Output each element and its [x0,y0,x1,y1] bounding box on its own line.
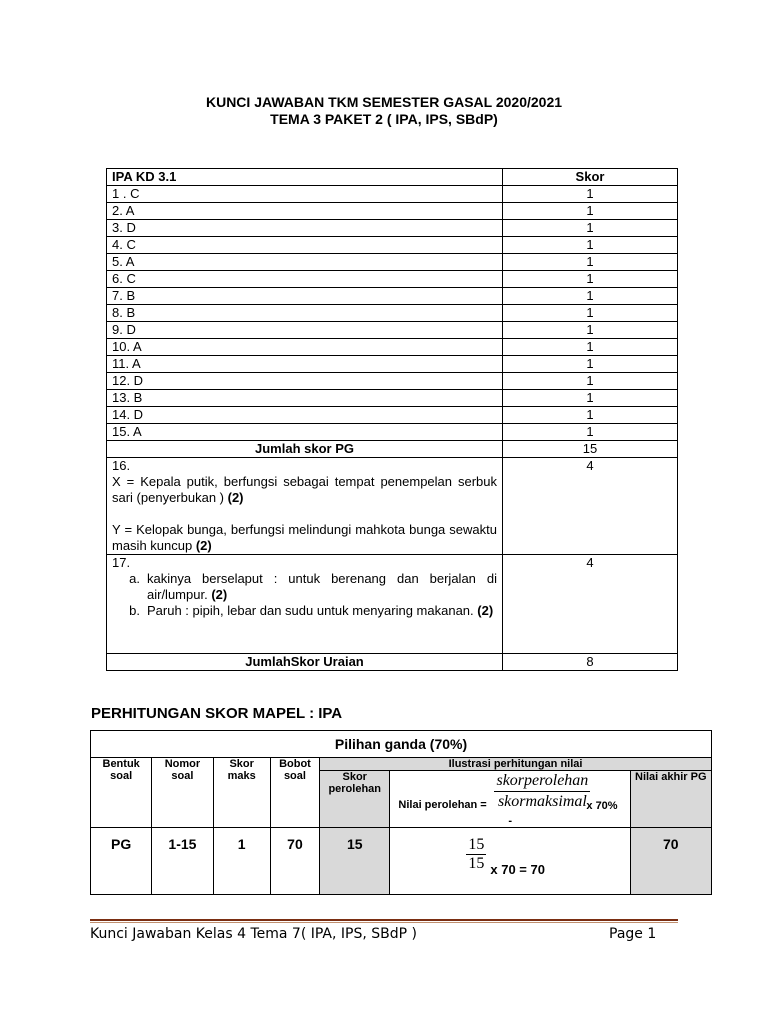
formula-dot: - [508,815,513,827]
answer-cell: 8. B [107,305,503,322]
answer-row [107,220,678,237]
score-cell: 1 [503,322,678,339]
score-cell: 1 [503,288,678,305]
answer-row [107,339,678,356]
page-number: Page 1 [609,926,657,942]
answer-row [107,322,678,339]
answer-row [107,424,678,441]
row-bentuk: PG [91,828,152,895]
pg-total-value: 15 [503,441,678,458]
score-cell: 1 [503,254,678,271]
answer-cell: 9. D [107,322,503,339]
row-skor-maks: 1 [213,828,270,895]
col-bentuk-soal: Bentuk soal [91,758,152,828]
score-cell: 1 [503,203,678,220]
row-skor-perolehan: 15 [320,828,390,895]
essay-17-a-text: kakinya berselaput : untuk berenang dan berjalan di air/lumpur. [147,571,497,602]
row-fraction [466,836,486,873]
section-title: PERHITUNGAN SKOR MAPEL : IPA [91,705,343,722]
essay-16-y [112,522,497,554]
essay-16-x-points: (2) [227,490,244,505]
row-bobot: 70 [270,828,319,895]
answer-row [107,305,678,322]
answer-row [107,390,678,407]
row-frac-den: 15 [468,855,485,872]
essay-16-x-text: X = Kepala putik, berfungsi sebagai tempat penempelan serbuk sari (penyerbukan ) [112,474,497,505]
row-nilai-akhir: 70 [630,828,711,895]
footer-text: Kunci Jawaban Kelas 4 Tema 7( IPA, IPS, SBdP ) [90,926,417,942]
essay-total-row [107,654,678,671]
answer-cell: 6. C [107,271,503,288]
answer-row [107,186,678,203]
answer-cell: 2. A [107,203,503,220]
score-cell: 1 [503,373,678,390]
score-header: Skor [503,169,678,186]
formula-label: Nilai perolehan = [398,799,487,811]
answer-cell: 12. D [107,373,503,390]
answer-cell: 11. A [107,356,503,373]
score-cell: 1 [503,390,678,407]
answer-cell: 10. A [107,339,503,356]
footer-rule [90,919,678,921]
formula-numerator: skorperolehan [494,771,590,792]
essay-16-x [112,474,497,506]
answer-row [107,237,678,254]
row-calc-suffix: x 70 = 70 [490,862,545,877]
essay-17-score: 4 [503,555,678,654]
answer-cell: 1 . C [107,186,503,203]
answer-cell: 15. A [107,424,503,441]
calc-data-row [91,828,712,895]
pg-total-label: Jumlah skor PG [107,441,503,458]
document-subtitle: TEMA 3 PAKET 2 ( IPA, IPS, SBdP) [270,111,498,127]
formula-suffix: x 70% [586,800,618,812]
essay-row-16 [107,458,678,555]
score-cell: 1 [503,356,678,373]
col-bobot-soal: Bobot soal [270,758,319,828]
subject-header: IPA KD 3.1 [107,169,503,186]
essay-17-a [112,571,497,603]
essay-row-17 [107,555,678,654]
answer-key-table [106,168,678,671]
score-cell: 1 [503,186,678,203]
answer-row [107,271,678,288]
score-cell: 1 [503,305,678,322]
formula-fraction [494,771,590,812]
score-cell: 1 [503,424,678,441]
answer-cell: 14. D [107,407,503,424]
formula-denominator: skormaksimal [497,793,587,810]
essay-17-a-points: (2) [211,587,228,602]
answer-cell: 5. A [107,254,503,271]
score-cell: 1 [503,237,678,254]
row-calc-cell [390,828,630,895]
document-title: KUNCI JAWABAN TKM SEMESTER GASAL 2020/2021 [205,94,563,110]
answer-cell: 4. C [107,237,503,254]
essay-17-cell [107,555,503,654]
essay-16-cell [107,458,503,555]
essay-17-b [112,603,497,619]
col-nilai-akhir: Nilai akhir PG [630,771,711,828]
essay-17-number: 17. [112,555,131,570]
answer-cell: 13. B [107,390,503,407]
score-cell: 1 [503,271,678,288]
col-nomor-soal: Nomor soal [152,758,213,828]
essay-17-b-letter: b. [129,603,140,618]
col-skor-perolehan: Skor perolehan [320,771,390,828]
footer-rule-thin [90,922,678,923]
answer-cell: 3. D [107,220,503,237]
essay-16-number: 16. [112,458,131,473]
answer-row [107,254,678,271]
score-cell: 1 [503,407,678,424]
essay-17-b-text: Paruh : pipih, lebar dan sudu untuk menyaring makanan. [147,603,478,618]
col-skor-maks: Skor maks [213,758,270,828]
essay-17-a-letter: a. [129,571,140,586]
calc-header-row-1 [91,758,712,771]
essay-total-value: 8 [503,654,678,671]
answer-row [107,356,678,373]
answer-row [107,288,678,305]
col-ilustrasi: Ilustrasi perhitungan nilai [320,758,712,771]
row-frac-num: 15 [468,836,485,853]
pg-total-row [107,441,678,458]
essay-16-score: 4 [503,458,678,555]
essay-16-y-points: (2) [195,538,212,553]
formula-cell [390,771,630,828]
essay-17-b-body [147,603,497,619]
essay-total-label: JumlahSkor Uraian [107,654,503,671]
calc-title-row [91,731,712,758]
essay-16-y-text: Y = Kelopak bunga, berfungsi melindungi mahkota bunga sewaktu masih kuncup [112,522,497,553]
score-calculation-table [90,730,712,895]
answer-row [107,407,678,424]
answer-key-header-row [107,169,678,186]
score-cell: 1 [503,220,678,237]
essay-17-a-body [147,571,497,603]
blank-line [112,506,497,522]
answer-cell: 7. B [107,288,503,305]
answer-row [107,203,678,220]
essay-17-b-points: (2) [477,603,494,618]
score-cell: 1 [503,339,678,356]
answer-row [107,373,678,390]
row-nomor: 1-15 [152,828,213,895]
calc-table-title: Pilihan ganda (70%) [91,731,712,758]
